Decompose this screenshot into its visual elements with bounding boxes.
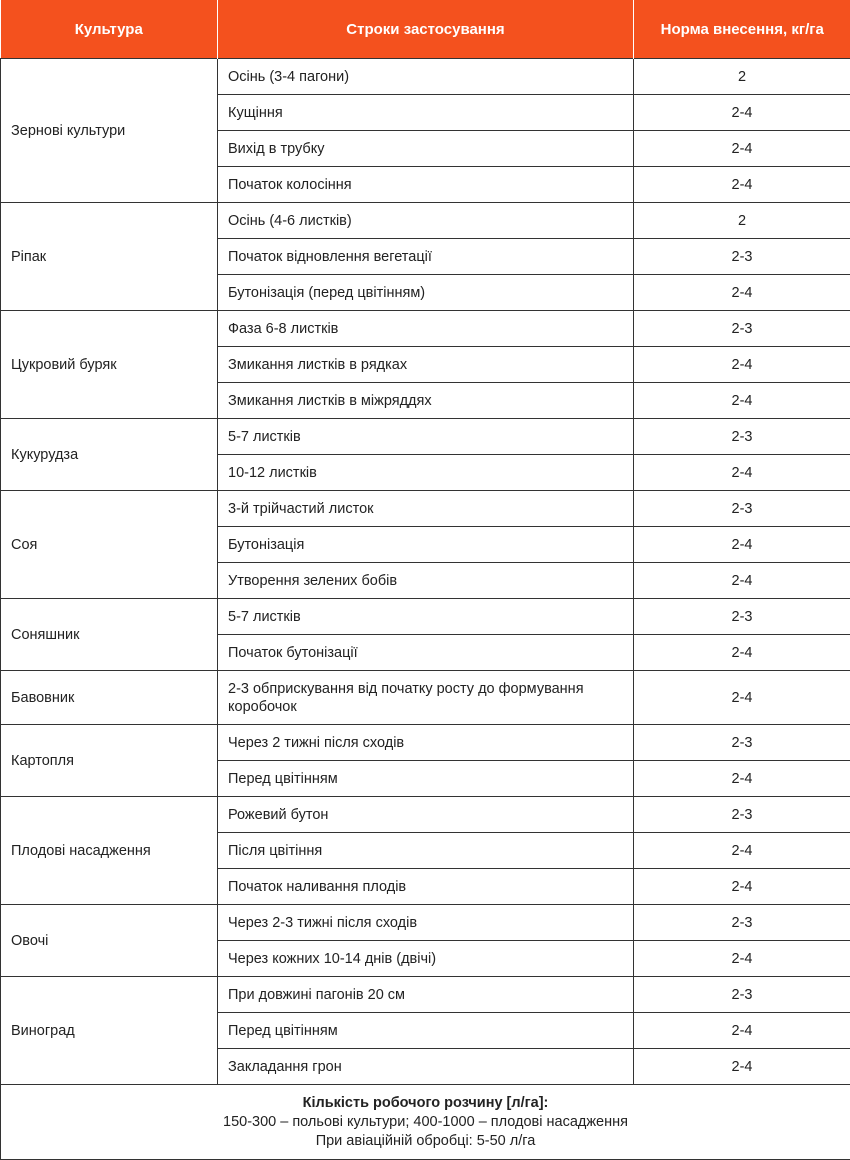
table-row (1, 311, 850, 347)
crop-cell: Соя (1, 491, 218, 599)
table-row (1, 59, 850, 95)
stage-cell: Рожевий бутон (218, 797, 634, 833)
stage-cell: Початок відновлення вегетації (218, 239, 634, 275)
solution-volume-note (1, 1085, 850, 1160)
stage-cell: Утворення зелених бобів (218, 563, 634, 599)
stage-cell: Осінь (3-4 пагони) (218, 59, 634, 95)
stage-cell: Початок колосіння (218, 167, 634, 203)
solution-volume-line-2: При авіаційній обробці: 5-50 л/га (315, 1132, 536, 1149)
rate-cell: 2-3 (634, 905, 850, 941)
stage-cell: Через кожних 10-14 днів (двічі) (218, 941, 634, 977)
rate-cell: 2 (634, 59, 850, 95)
rate-cell: 2-4 (634, 95, 850, 131)
stage-cell: При довжині пагонів 20 см (218, 977, 634, 1013)
rate-cell: 2-4 (634, 761, 850, 797)
table-row (1, 599, 850, 635)
crop-cell: Бавовник (1, 671, 218, 725)
stage-cell: Вихід в трубку (218, 131, 634, 167)
table-row (1, 491, 850, 527)
stage-cell: 10-12 листків (218, 455, 634, 491)
rate-cell: 2-3 (634, 725, 850, 761)
table-row (1, 671, 850, 725)
rate-cell: 2-4 (634, 869, 850, 905)
crop-cell: Кукурудза (1, 419, 218, 491)
crop-cell: Плодові насадження (1, 797, 218, 905)
stage-cell: Осінь (4-6 листків) (218, 203, 634, 239)
crop-cell: Овочі (1, 905, 218, 977)
rate-cell: 2-3 (634, 311, 850, 347)
rate-cell: 2-4 (634, 275, 850, 311)
stage-cell: Кущіння (218, 95, 634, 131)
solution-volume-title: Кількість робочого розчину [л/га]: (302, 1094, 549, 1111)
rate-cell: 2-4 (634, 635, 850, 671)
stage-cell: Через 2 тижні після сходів (218, 725, 634, 761)
stage-cell: Закладання грон (218, 1049, 634, 1085)
stage-cell: 2-3 обприскування від початку росту до формування коробочок (218, 671, 634, 725)
rate-cell: 2-4 (634, 455, 850, 491)
rate-cell: 2-3 (634, 239, 850, 275)
header-application-rate: Норма внесення, кг/га (634, 0, 850, 59)
rate-cell: 2-4 (634, 833, 850, 869)
rate-cell: 2-4 (634, 347, 850, 383)
rate-cell: 2-3 (634, 977, 850, 1013)
rate-cell: 2-3 (634, 419, 850, 455)
crop-cell: Виноград (1, 977, 218, 1085)
table-body (1, 59, 850, 1085)
rate-cell: 2-4 (634, 941, 850, 977)
rate-cell: 2-4 (634, 131, 850, 167)
footer-row (1, 1085, 850, 1160)
rate-cell: 2-4 (634, 1049, 850, 1085)
crop-cell: Ріпак (1, 203, 218, 311)
stage-cell: Змикання листків в рядках (218, 347, 634, 383)
crop-cell: Зернові культури (1, 59, 218, 203)
rate-cell: 2-4 (634, 1013, 850, 1049)
table-row (1, 203, 850, 239)
solution-volume-line-1: 150-300 – польові культури; 400-1000 – плодові насадження (223, 1113, 628, 1130)
table-header-row (1, 0, 850, 59)
crop-cell: Соняшник (1, 599, 218, 671)
rate-cell: 2-4 (634, 167, 850, 203)
stage-cell: Бутонізація (перед цвітінням) (218, 275, 634, 311)
table-row (1, 797, 850, 833)
rate-cell: 2-3 (634, 491, 850, 527)
header-crop: Культура (1, 0, 218, 59)
stage-cell: Через 2-3 тижні після сходів (218, 905, 634, 941)
crop-cell: Цукровий буряк (1, 311, 218, 419)
stage-cell: Змикання листків в міжряддях (218, 383, 634, 419)
stage-cell: Перед цвітінням (218, 761, 634, 797)
rate-cell: 2-3 (634, 797, 850, 833)
stage-cell: Початок наливання плодів (218, 869, 634, 905)
stage-cell: Перед цвітінням (218, 1013, 634, 1049)
stage-cell: Бутонізація (218, 527, 634, 563)
stage-cell: 5-7 листків (218, 599, 634, 635)
stage-cell: Фаза 6-8 листків (218, 311, 634, 347)
stage-cell: 3-й трійчастий листок (218, 491, 634, 527)
stage-cell: Після цвітіння (218, 833, 634, 869)
stage-cell: Початок бутонізації (218, 635, 634, 671)
rate-cell: 2-4 (634, 563, 850, 599)
rate-cell: 2 (634, 203, 850, 239)
stage-cell: 5-7 листків (218, 419, 634, 455)
rate-cell: 2-4 (634, 671, 850, 725)
table-row (1, 725, 850, 761)
table-row (1, 419, 850, 455)
header-application-timing: Строки застосування (218, 0, 634, 59)
rate-cell: 2-4 (634, 527, 850, 563)
crop-cell: Картопля (1, 725, 218, 797)
rate-cell: 2-4 (634, 383, 850, 419)
rate-cell: 2-3 (634, 599, 850, 635)
table-row (1, 977, 850, 1013)
table-row (1, 905, 850, 941)
